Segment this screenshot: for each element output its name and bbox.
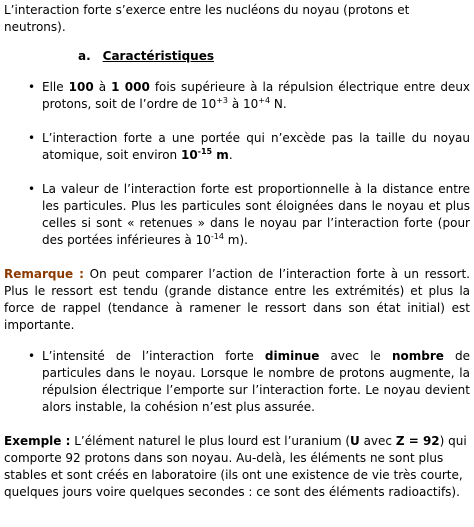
- bold-value: 1 000: [111, 80, 150, 94]
- remarque-label: Remarque :: [4, 267, 84, 281]
- text-span: Elle: [42, 80, 69, 94]
- intensity-list: [4, 348, 470, 416]
- exponent: -14: [210, 232, 224, 241]
- text-span: ): [439, 434, 445, 448]
- list-item: [4, 348, 470, 416]
- exemple-paragraph: [4, 433, 470, 501]
- section-number: a.: [78, 49, 91, 63]
- text-span: à 10: [228, 97, 259, 111]
- text-span: La valeur de l’interaction forte est proportionnelle à la distance entre les particules. Plus les particules sont éloignées dans le noyau et plus celles si sont « retenues » dans le noyau par l’interaction forte (pour des portées inférieures à 10: [42, 182, 470, 247]
- text-span: m: [212, 148, 229, 162]
- text-span: avec: [359, 434, 396, 448]
- bullet-icon: •: [28, 182, 36, 196]
- bullet-icon: •: [28, 131, 36, 145]
- text-span: .: [228, 148, 233, 162]
- text-span: fois supérieure à la répulsion électrique entre deux protons, soit de l’ordre de 10: [42, 80, 471, 111]
- text-span: L’interaction forte a une portée qui n’excède pas la taille du noyau atomique, soit environ: [42, 131, 470, 162]
- text-span: de particules dans le noyau. Lorsque le nombre de protons augmente, la répulsion électrique l’emporte sur l’interaction forte. Le noyau devient alors instable, la cohésion n’est plus assurée.: [42, 349, 470, 414]
- text-span: L’intensité de l’interaction forte: [42, 349, 265, 363]
- bullet-icon: •: [28, 349, 36, 363]
- list-item: [4, 79, 470, 113]
- bold-value: [181, 148, 229, 162]
- bullet-icon: •: [28, 80, 36, 94]
- bold-word: U: [350, 434, 360, 448]
- exponent: +4: [258, 96, 271, 105]
- text-span: N.: [270, 97, 287, 111]
- text-span: avec le: [319, 349, 392, 363]
- list-item: [4, 181, 470, 249]
- characteristics-list: [4, 79, 470, 249]
- text-span: 10: [180, 148, 198, 162]
- intro-paragraph: L’interaction forte s’exerce entre les nucléons du noyau (protons et neutrons).: [4, 3, 410, 34]
- section-title: Caractéristiques: [102, 49, 215, 63]
- text-span: L’élément naturel le plus lourd est l’uranium (: [70, 434, 351, 448]
- bold-value: 100: [68, 80, 94, 94]
- text-span: à: [93, 80, 112, 94]
- bold-word: diminue: [264, 349, 320, 363]
- text-span: m).: [223, 233, 248, 247]
- remarque-paragraph: [4, 266, 470, 334]
- bold-word: nombre: [391, 349, 444, 363]
- section-heading: [78, 48, 470, 65]
- text-span: On peut comparer l’action de l’interaction forte à un ressort. Plus le ressort est tendu (grande distance entre les extrémités) et plus la force de rappel (tendance à ramener le ressort dans son état initial) est importante.: [4, 267, 470, 332]
- exemple-label: Exemple :: [4, 434, 71, 448]
- exponent: +3: [216, 96, 229, 105]
- list-item: [4, 130, 470, 164]
- exponent: -15: [197, 147, 213, 156]
- text-span: qui comporte 92 protons dans son noyau. Au-delà, les éléments ne sont plus stables et sont créés en laboratoire (ils ont une existence de vie très courte, quelques jours voire quelques secondes : ce sont des éléments radioactifs).: [4, 434, 467, 499]
- bold-word: Z = 92: [395, 434, 440, 448]
